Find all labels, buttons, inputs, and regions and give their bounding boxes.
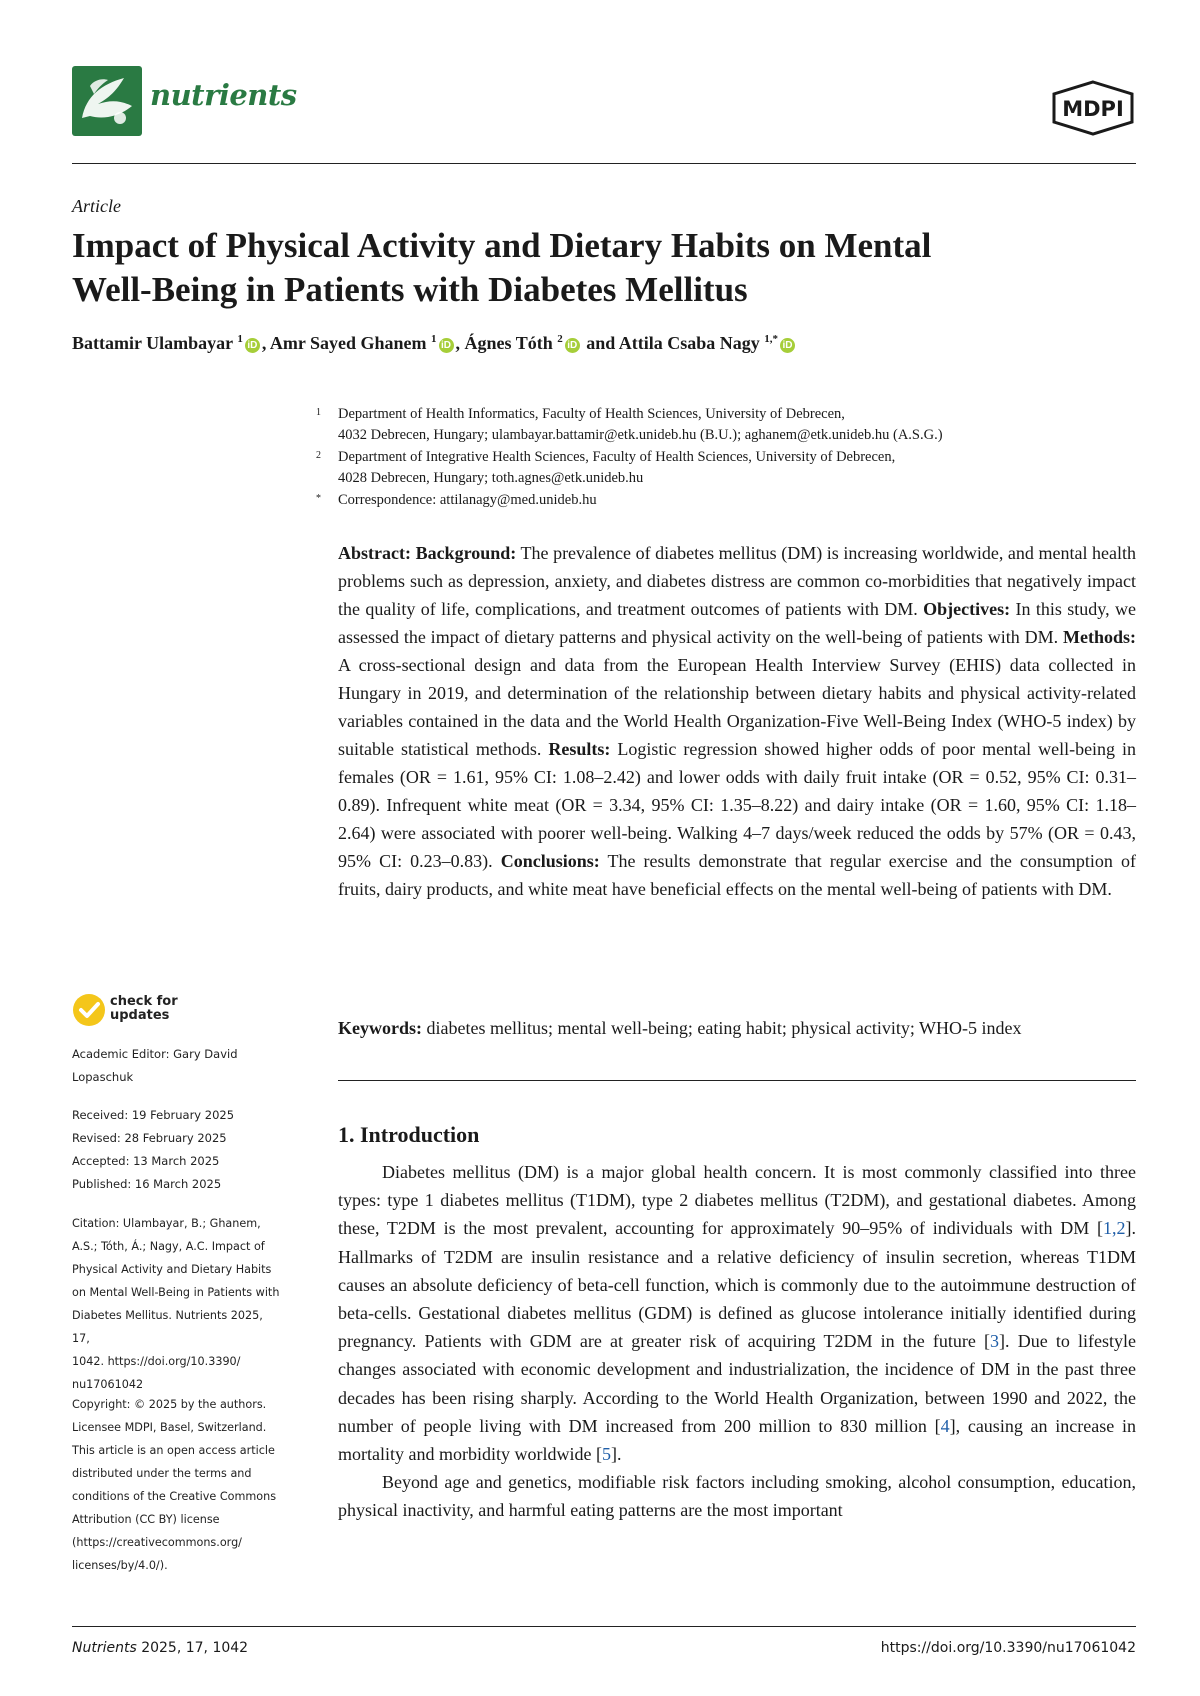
footer-doi-link[interactable]: https://doi.org/10.3390/nu17061042 [880, 1640, 1136, 1656]
correspondence: * Correspondence: attilanagy@med.unideb.hu [316, 492, 597, 508]
citation-link[interactable]: 4 [940, 1415, 950, 1436]
doi-link[interactable]: 1042. https://doi.org/10.3390/ [72, 1355, 241, 1368]
author-affiliation-marker: 2 [557, 333, 563, 345]
orcid-icon[interactable]: iD [565, 338, 580, 353]
author-name[interactable]: Battamir Ulambayar [72, 333, 233, 353]
section-heading: 1. Introduction [338, 1122, 480, 1147]
article-type: Article [72, 196, 121, 216]
citation-block: Citation: Ulambayar, B.; Ghanem, A.S.; Tóth, Á.; Nagy, A.C. Impact of Physical Activity and Dietary Habits on Mental Well-Being in Patients with Diabetes Mellitus. Nutrients 2025, 17, 1042. https://doi.org/10.3390/ nu17061042 [72, 1217, 280, 1391]
title-line-2: Well-Being in Patients with Diabetes Mellitus [72, 270, 748, 309]
footer-citation: Nutrients 2025, 17, 1042 [72, 1640, 249, 1656]
author-affiliation-marker: 1 [431, 333, 437, 345]
journal-logo [72, 66, 142, 136]
revised-date: Revised: 28 February 2025 [72, 1131, 227, 1145]
abstract: Abstract: Background: The prevalence of diabetes mellitus (DM) is increasing worldwide, and mental health problems such as depression, anxiety, and diabetes distress are common co-morbidities that negatively impact the quality of life, complications, and treatment outcomes of patients with DM. Objectives: In this study, we assessed the impact of dietary patterns and physical activity on the well-being of patients with DM. Methods: A cross-sectional design and data from the European Health Interview Survey (EHIS) data collected in Hungary in 2019, and determination of the relationship between dietary habits and physical activity-related variables contained in the data and the World Health Organization-Five Well-Being Index (WHO-5 index) by suitable statistical methods. Results: Logistic regression showed higher odds of poor mental well-being in females (OR = 1.61, 95% CI: 1.08–2.42) and lower odds with daily fruit intake (OR = 0.52, 95% CI: 0.31–0.89). Infrequent white meat (OR = 3.34, 95% CI: 1.35–8.22) and dairy intake (OR = 1.60, 95% CI: 1.18–2.64) were associated with poorer well-being. Walking 4–7 days/week reduced the odds by 57% (OR = 0.43, 95% CI: 0.23–0.83). Conclusions: The results demonstrate that regular exercise and the consumption of fruits, dairy products, and white meat have beneficial effects on the mental well-being of patients with DM. [338, 543, 1137, 899]
mdpi-logo [1050, 80, 1136, 136]
received-date: Received: 19 February 2025 [72, 1108, 235, 1122]
affiliation-2: 2 Department of Integrative Health Sciences, Faculty of Health Sciences, University of Debrecen, 4028 Debrecen, Hungary; toth.agnes@etk.unideb.hu [316, 449, 896, 486]
author-affiliation-marker: 1 [237, 333, 243, 345]
author-list: Battamir Ulambayar $^1$iD , Amr Sayed Ghanem $^1$iD , Ágnes Tóth $^2$iD and Attila Csaba Nagy $^{1,*}$iD [72, 333, 797, 354]
leaf-logo-icon [72, 66, 142, 136]
copyright-block: Copyright: © 2025 by the authors. Licensee MDPI, Basel, Switzerland. This article is an open access article distributed under the terms and conditions of the Creative Commons Attribution (CC BY) license (https://creativecommons.org/ licenses/by/4.0/). [72, 1398, 277, 1572]
paragraph: Diabetes mellitus (DM) is a major global health concern. It is most commonly classified into three types: type 1 diabetes mellitus (T1DM), type 2 diabetes mellitus (T2DM), and gestational diabetes. Among these, T2DM is the most prevalent, accounting for approximately 90–95% of individuals with DM [1,2]. Hallmarks of T2DM are insulin resistance and a relative deficiency of insulin secretion, whereas T1DM causes an absolute deficiency of beta-cell function, which is commonly due to the autoimmune destruction of beta-cells. Gestational diabetes mellitus (GDM) is defined as glucose intolerance initially identified during pregnancy. Patients with GDM are at greater risk of acquiring T2DM in the future [3]. Due to lifestyle changes associated with economic development and industrialization, the incidence of DM in the past three decades has been rising sharply. According to the World Health Organization, between 1990 and 2022, the number of people living with DM increased from 200 million to 830 million [4], causing an increase in mortality and morbidity worldwide [5]. [338, 1162, 1136, 1465]
article-title [72, 224, 1072, 312]
citation-link[interactable]: 1,2 [1103, 1218, 1126, 1239]
citation-link[interactable]: 3 [990, 1331, 1000, 1352]
published-date: Published: 16 March 2025 [72, 1177, 222, 1191]
orcid-icon[interactable]: iD [780, 338, 795, 353]
author-affiliation-marker: 1,* [764, 333, 779, 345]
orcid-icon[interactable]: iD [439, 338, 454, 353]
abstract-divider [338, 1080, 1136, 1081]
orcid-icon[interactable]: iD [245, 338, 260, 353]
author-name[interactable]: Ágnes Tóth [464, 333, 553, 353]
author-name[interactable]: Amr Sayed Ghanem [269, 333, 427, 353]
paragraph: Beyond age and genetics, modifiable risk factors including smoking, alcohol consumption, education, physical inactivity, and harmful eating patterns are the most important [338, 1472, 1136, 1521]
keywords: Keywords: diabetes mellitus; mental well-being; eating habit; physical activity; WHO-5 index [338, 1018, 1022, 1038]
introduction-body [338, 1158, 1136, 1525]
title-line-1: Impact of Physical Activity and Dietary Habits on Mental [72, 226, 932, 265]
accepted-date: Accepted: 13 March 2025 [72, 1154, 220, 1168]
check-for-updates-label[interactable]: check for updates [110, 994, 178, 1023]
citation-link[interactable]: 5 [601, 1444, 611, 1465]
mdpi-logo-text: MDPI [1062, 97, 1124, 121]
license-link[interactable]: (https://creativecommons.org/ [72, 1536, 242, 1549]
check-for-updates-icon[interactable] [72, 993, 106, 1027]
affiliation-1: 1 Department of Health Informatics, Faculty of Health Sciences, University of Debrecen, 4032 Debrecen, Hungary; ulambayar.battamir@etk.unideb.hu (B.U.); aghanem@etk.unideb.hu (A.S.G.) [316, 406, 943, 443]
journal-name: nutrients [150, 78, 297, 112]
academic-editor: Academic Editor: Gary David Lopaschuk [72, 1047, 238, 1084]
footer-divider [72, 1626, 1136, 1627]
header-divider [72, 163, 1136, 164]
author-name[interactable]: Attila Csaba Nagy [618, 333, 760, 353]
publication-dates [72, 1104, 282, 1196]
